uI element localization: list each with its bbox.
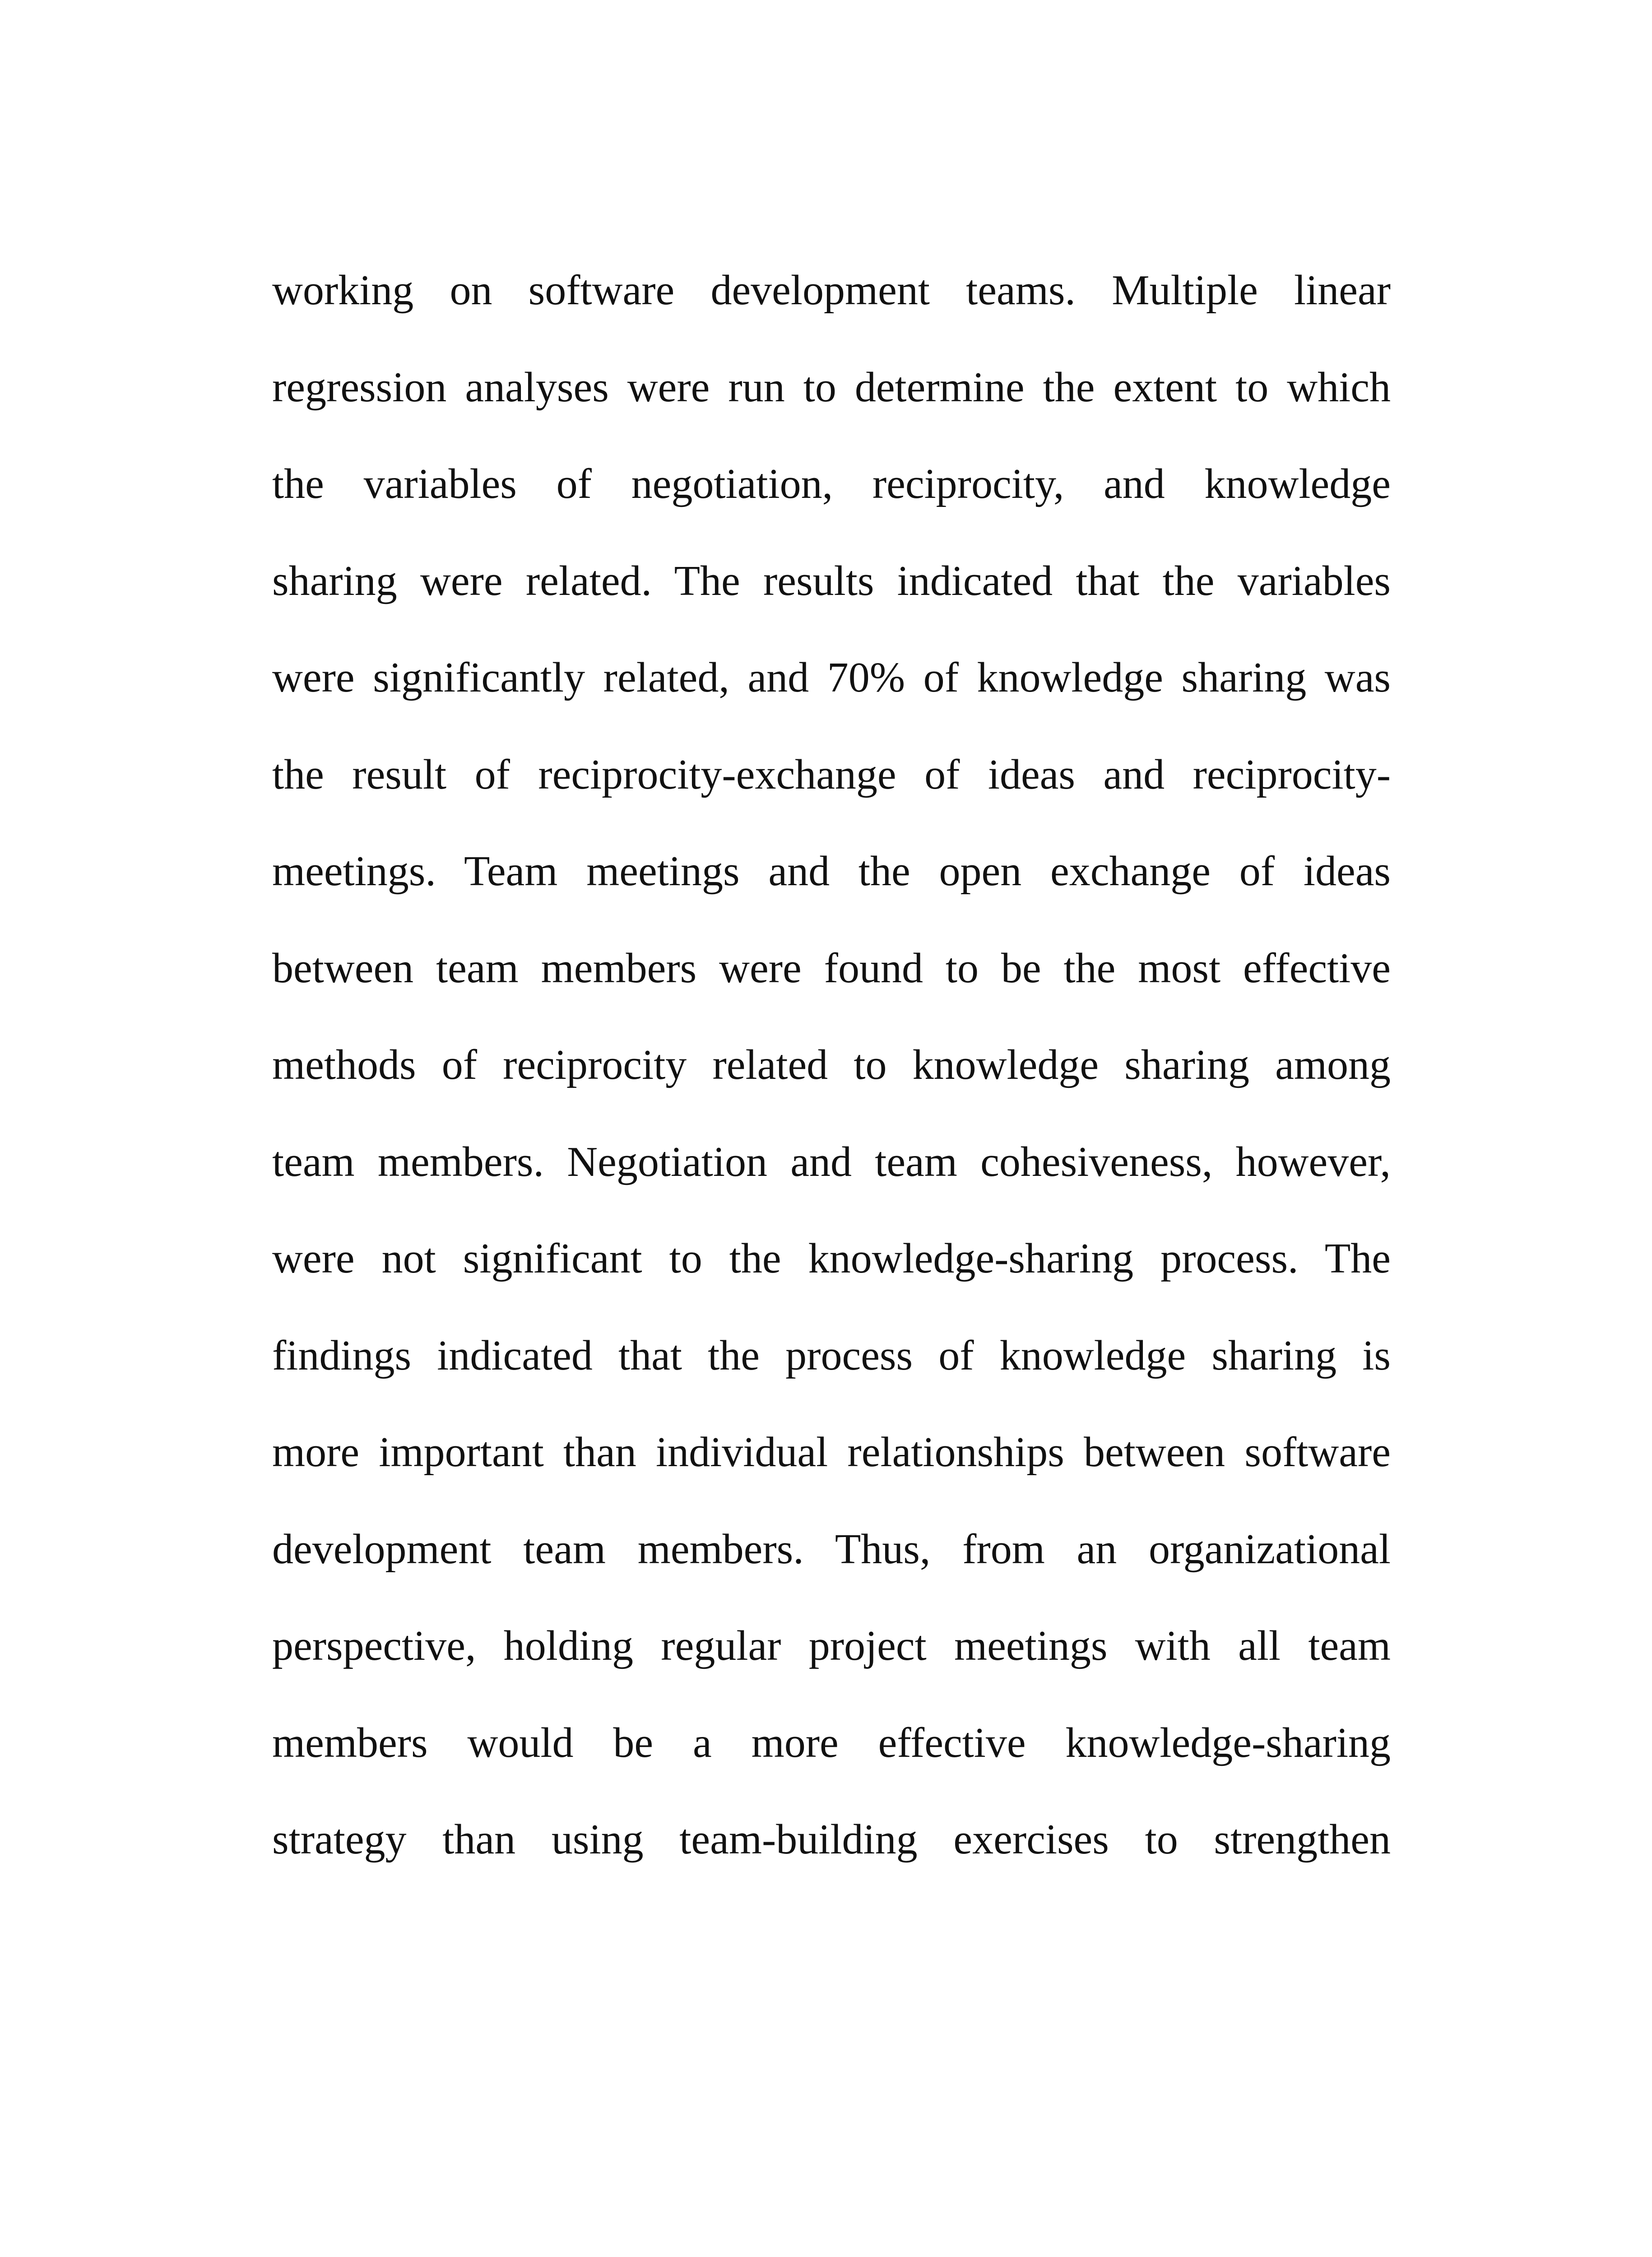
text-line: members would be a more effective knowledge-sharing <box>272 1719 1391 1766</box>
text-line: sharing were related. The results indicated that the variables <box>272 557 1391 604</box>
text-line: findings indicated that the process of knowledge sharing is <box>272 1332 1391 1379</box>
text-line: more important than individual relationships between software <box>272 1429 1391 1476</box>
text-line: strategy than using team-building exercises to strengthen <box>272 1816 1391 1863</box>
text-line: the result of reciprocity-exchange of ideas and reciprocity- <box>272 751 1391 798</box>
body-paragraph <box>272 242 1391 1888</box>
text-line: were significantly related, and 70% of knowledge sharing was <box>272 654 1391 701</box>
text-line: development team members. Thus, from an organizational <box>272 1525 1391 1573</box>
text-line: between team members were found to be the most effective <box>272 944 1391 992</box>
text-line: perspective, holding regular project meetings with all team <box>272 1622 1391 1669</box>
text-line: team members. Negotiation and team cohesiveness, however, <box>272 1138 1391 1185</box>
text-line: the variables of negotiation, reciprocity, and knowledge <box>272 460 1391 507</box>
text-line: working on software development teams. Multiple linear <box>272 267 1391 314</box>
text-line: regression analyses were run to determine the extent to which <box>272 363 1391 411</box>
text-line: meetings. Team meetings and the open exchange of ideas <box>272 848 1391 895</box>
text-line: were not significant to the knowledge-sharing process. The <box>272 1235 1391 1282</box>
text-line: methods of reciprocity related to knowledge sharing among <box>272 1041 1391 1088</box>
